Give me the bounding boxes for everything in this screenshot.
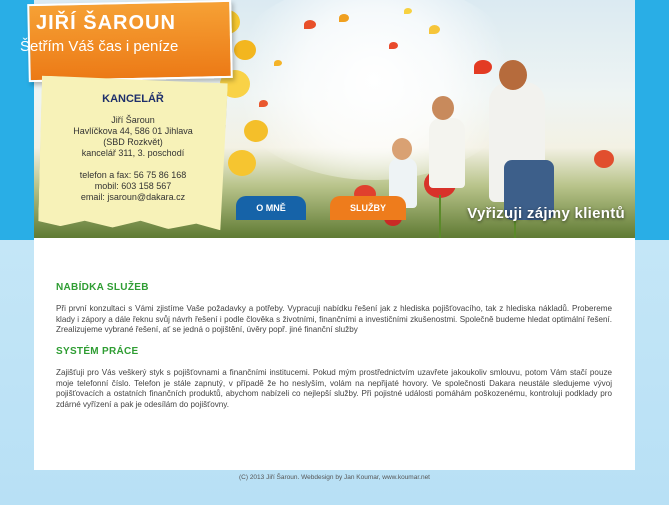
flower-icon — [234, 40, 256, 60]
flower-icon — [228, 150, 256, 176]
petal-icon — [404, 8, 412, 14]
petal-icon — [474, 60, 492, 74]
office-name: Jiří Šaroun — [111, 115, 155, 125]
petal-icon — [304, 20, 316, 29]
flower-icon — [244, 120, 268, 142]
child-head — [392, 138, 412, 160]
office-title: KANCELÁŘ — [102, 93, 164, 105]
nav-tab-about[interactable]: O MNĚ — [236, 196, 306, 220]
hero-slogan: Vyřizuji zájmy klientů — [467, 205, 625, 222]
nav-tab-services[interactable]: SLUŽBY — [330, 196, 406, 220]
man-figure — [429, 118, 465, 188]
office-mobile: mobil: 603 158 567 — [94, 181, 172, 191]
office-contact — [40, 94, 226, 203]
petal-icon — [389, 42, 398, 49]
office-phone: telefon a fax: 56 75 86 168 — [79, 170, 187, 180]
brand-name[interactable]: JIŘÍ ŠAROUN — [36, 12, 176, 34]
poppy-icon — [594, 150, 614, 168]
office-room: kancelář 311, 3. poschodí — [81, 148, 185, 158]
office-address: Havlíčkova 44, 586 01 Jihlava — [73, 126, 193, 136]
petal-icon — [259, 100, 268, 107]
section-text-services: Při první konzultaci s Vámi zjistíme Vaše požadavky a potřeby. Vypracuji nabídku řešení jak z hlediska pojišťovacího, tak z hlediska nákladů. Probereme klady i zápory a dále řeknu svůj návrh řešení i podle člověka s životními, finančními a investičními zkušenostmi. Společně budeme hledat optimální řešení. Zrealizujeme vybrané řešení, ať se jedná o pojištění, úvěry popř. jiné finanční služby — [56, 304, 612, 335]
right-blue-strip — [635, 0, 669, 240]
section-text-system: Zajišťuji pro Vás veškerý styk s pojišťovnami a finančními institucemi. Pokud mým prostřednictvím uzavřete jakoukoliv smlouvu, potom Vám stačí pouze moje telefonní číslo. Telefon je stále zapnutý, v případě že ho neslyším, volám na nepřijaté hovory. Ve společnosti Dakara neustále sledujeme vývoj pojišťovacích a ostatních finančních produktů, abychom nabízeli co nejlepší služby. Při pojistné události pomáhám poškozenému, kontroluji podklady pro zdárné vyřízení a pak je odesílám do pojišťovny. — [56, 368, 612, 410]
section-title-system: SYSTÉM PRÁCE — [56, 346, 139, 357]
petal-icon — [339, 14, 349, 22]
section-title-services: NABÍDKA SLUŽEB — [56, 282, 149, 293]
petal-icon — [429, 25, 440, 34]
office-email[interactable]: email: jsaroun@dakara.cz — [80, 192, 186, 202]
man-head — [432, 96, 454, 120]
brand-tagline: Šetřím Váš čas i peníze — [20, 38, 179, 55]
office-building: (SBD Rozkvět) — [103, 137, 163, 147]
woman-head — [499, 60, 527, 90]
petal-icon — [274, 60, 282, 66]
footer-credits: (C) 2013 Jiří Šaroun. Webdesign by Jan Koumar, www.koumar.net — [238, 474, 430, 481]
